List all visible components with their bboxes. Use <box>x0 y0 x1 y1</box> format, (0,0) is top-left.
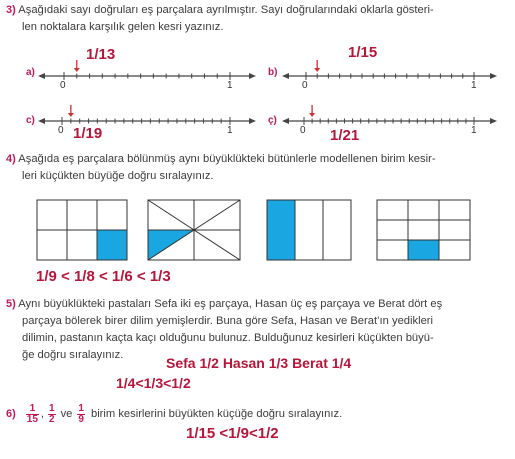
q6-instruction: birim kesirlerini büyükten küçüğe doğru sıralayınız. <box>90 407 343 420</box>
model-thirds-shaded <box>267 200 295 260</box>
number-line-a <box>38 60 256 80</box>
zero-cc: 0 <box>300 125 306 136</box>
pointer-arrow-head <box>309 113 315 117</box>
number-line-c <box>38 105 256 125</box>
axis-arrow-left <box>282 118 289 124</box>
model-thirds <box>267 200 351 260</box>
axis-arrow-left <box>38 118 45 124</box>
q4-text-line2: leri küçükten büyüğe doğru sıralayınız. <box>22 170 214 182</box>
q4-text <box>6 151 436 169</box>
axis-arrow-right <box>249 118 256 124</box>
one-cc: 1 <box>471 125 477 136</box>
number-lines <box>0 0 515 160</box>
q4-number: 4) <box>6 153 16 165</box>
q4-answer: 1/9 < 1/8 < 1/6 < 1/3 <box>36 268 171 285</box>
pointer-arrow-head <box>74 68 80 72</box>
label-a: a) <box>26 67 35 78</box>
model-ninths-shaded <box>408 240 439 260</box>
pointer-arrow-head <box>314 68 320 72</box>
label-b: b) <box>268 67 278 78</box>
axis-arrow-right <box>490 73 497 79</box>
zero-a: 0 <box>60 80 66 91</box>
q5-answer1: Sefa 1/2 Hasan 1/3 Berat 1/4 <box>166 355 352 371</box>
q5-text-line4: ğe doğru sıralayınız. <box>22 349 124 361</box>
q5-text <box>6 296 442 314</box>
q3-line1: Aşağıdaki sayı doğruları eş parçalara ayrılmıştır. Sayı doğrularındaki oklarla gösteri- <box>18 4 434 16</box>
answer-cc: 1/21 <box>330 127 360 144</box>
one-a: 1 <box>227 80 233 91</box>
q5-text-line2: parçaya bölerek birer dilim yemişlerdir. Buna göre Sefa, Hasan ve Berat’ın yedikleri <box>22 315 434 327</box>
comma: , <box>40 407 45 420</box>
q6-answer: 1/15 <1/9<1/2 <box>186 425 279 442</box>
label-cc: ç) <box>268 115 277 126</box>
model-ninths <box>377 200 470 260</box>
axis-arrow-right <box>490 118 497 124</box>
answer-a: 1/13 <box>86 46 116 63</box>
answer-b: 1/15 <box>348 44 378 61</box>
fraction-1-9: $\frac{1}{9}$ <box>78 403 84 425</box>
q5-number: 5) <box>6 298 16 310</box>
q5-answer2: 1/4<1/3<1/2 <box>116 375 191 391</box>
one-b: 1 <box>471 80 477 91</box>
q5-line1: Aynı büyüklükteki pastaları Sefa iki eş parçaya, Hasan üç eş parçaya ve Berat dört eş <box>18 298 443 310</box>
q4-line1: Aşağıda eş parçalara bölünmüş aynı büyüklükteki bütünlerle modellenen birim kesir- <box>18 153 436 165</box>
fraction-1-2: $\frac{1}{2}$ <box>49 403 55 425</box>
number-line-cc <box>282 105 497 125</box>
q3-number: 3) <box>6 4 16 16</box>
fraction-1-15: $\frac{1}{15}$ <box>26 403 38 425</box>
zero-b: 0 <box>302 80 308 91</box>
q5-text-line3: dilimin, pastanın kaçta kaçı olduğunu bulunuz. Bulduğunuz kesirleri küçükten büyü- <box>22 332 434 344</box>
number-line-b <box>282 60 497 80</box>
zero-c: 0 <box>58 125 64 136</box>
answer-c: 1/19 <box>73 125 103 142</box>
model-eighths <box>148 200 240 260</box>
axis-arrow-left <box>282 73 289 79</box>
model-sixths-shaded <box>97 230 127 260</box>
one-c: 1 <box>227 125 233 136</box>
pointer-arrow-head <box>68 113 74 117</box>
q6-number: 6) <box>6 407 16 420</box>
axis-arrow-right <box>249 73 256 79</box>
q3-text-line2: len noktalara karşılık gelen kesri yazınız. <box>22 21 224 33</box>
q6-text <box>6 404 342 425</box>
q6-and: ve <box>60 407 73 420</box>
fraction-models <box>0 190 515 270</box>
axis-arrow-left <box>38 73 45 79</box>
model-sixths <box>37 200 127 260</box>
label-c: c) <box>26 115 35 126</box>
